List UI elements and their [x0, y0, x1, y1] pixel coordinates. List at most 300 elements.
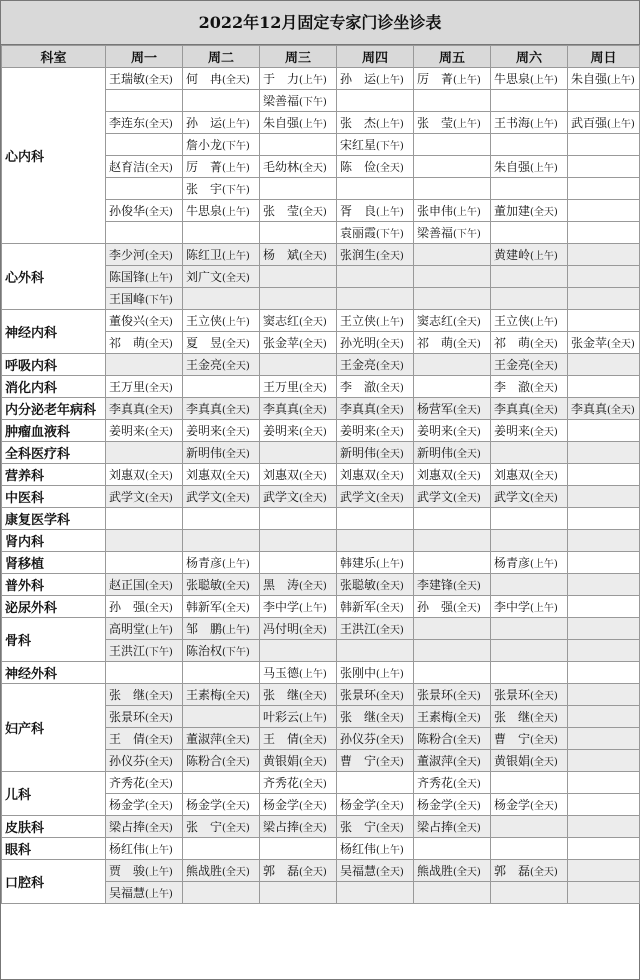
schedule-cell — [183, 552, 260, 574]
schedule-cell — [414, 464, 491, 486]
schedule-cell — [337, 640, 414, 662]
doctor-name: 窦志红 — [263, 314, 300, 328]
doctor-name: 孙俊华 — [109, 204, 146, 218]
schedule-cell — [414, 816, 491, 838]
doctor-name: 李真真 — [263, 402, 300, 416]
doctor-name: 杨营军 — [417, 402, 454, 416]
schedule-cell — [183, 398, 260, 420]
department-name: 心内科 — [2, 68, 106, 244]
doctor-name: 张聪敏 — [340, 578, 377, 592]
doctor-name: 王立侠 — [494, 314, 531, 328]
shift-label: (全天) — [530, 471, 558, 482]
department-name: 口腔科 — [2, 860, 106, 904]
department-name: 呼吸内科 — [2, 354, 106, 376]
shift-label: (全天) — [376, 603, 404, 614]
doctor-name: 黄银娟 — [263, 754, 300, 768]
schedule-cell — [260, 112, 337, 134]
schedule-cell — [260, 266, 337, 288]
doctor-name: 熊战胜 — [186, 864, 223, 878]
doctor-name: 孙 强 — [109, 600, 146, 614]
doctor-name: 王立侠 — [186, 314, 223, 328]
schedule-cell — [183, 178, 260, 200]
doctor-name: 韩新军 — [340, 600, 377, 614]
schedule-cell — [414, 310, 491, 332]
shift-text: 全天 — [456, 757, 477, 768]
schedule-cell — [491, 134, 568, 156]
shift-label: (全天) — [145, 823, 173, 834]
schedule-cell — [106, 68, 183, 90]
schedule-cell — [183, 442, 260, 464]
shift-label: (全天) — [222, 735, 250, 746]
schedule-cell — [491, 662, 568, 684]
schedule-cell — [260, 838, 337, 860]
shift-text: 全天 — [456, 317, 477, 328]
schedule-cell — [260, 222, 337, 244]
schedule-cell — [260, 288, 337, 310]
doctor-name: 朱自强 — [263, 116, 300, 130]
table-row — [2, 508, 640, 530]
schedule-cell — [414, 156, 491, 178]
shift-label: (全天) — [530, 757, 558, 768]
doctor-name: 袁丽霞 — [340, 226, 377, 240]
schedule-cell — [414, 266, 491, 288]
doctor-name: 陈粉合 — [417, 732, 454, 746]
shift-text: 全天 — [456, 713, 477, 724]
schedule-cell — [414, 112, 491, 134]
schedule-cell — [183, 794, 260, 816]
doctor-name: 王立侠 — [340, 314, 377, 328]
schedule-cell — [106, 156, 183, 178]
shift-label: (全天) — [376, 757, 404, 768]
shift-text: 全天 — [225, 273, 246, 284]
doctor-name: 刘惠双 — [340, 468, 377, 482]
schedule-cell — [337, 860, 414, 882]
shift-label: (上午) — [222, 625, 250, 636]
schedule-cell — [568, 618, 640, 640]
schedule-cell — [337, 574, 414, 596]
doctor-name: 王洪江 — [340, 622, 377, 636]
shift-text: 全天 — [148, 427, 169, 438]
shift-text: 全天 — [148, 713, 169, 724]
shift-text: 全天 — [302, 163, 323, 174]
shift-label: (全天) — [530, 207, 558, 218]
doctor-name: 张景环 — [109, 710, 146, 724]
schedule-cell — [414, 508, 491, 530]
doctor-name: 齐秀花 — [263, 776, 300, 790]
shift-text: 全天 — [225, 691, 246, 702]
shift-text: 全天 — [225, 603, 246, 614]
shift-text: 全天 — [148, 801, 169, 812]
schedule-cell — [568, 772, 640, 794]
schedule-cell — [414, 530, 491, 552]
schedule-cell — [260, 332, 337, 354]
shift-label: (全天) — [145, 163, 173, 174]
schedule-cell — [337, 310, 414, 332]
doctor-name: 黑 涛 — [263, 578, 300, 592]
shift-label: (全天) — [453, 779, 481, 790]
doctor-name: 刘惠双 — [417, 468, 454, 482]
schedule-cell — [183, 728, 260, 750]
schedule-cell — [106, 354, 183, 376]
schedule-cell — [337, 750, 414, 772]
doctor-name: 武学文 — [186, 490, 223, 504]
shift-text: 全天 — [379, 867, 400, 878]
doctor-name: 杨 斌 — [263, 248, 300, 262]
schedule-cell — [106, 420, 183, 442]
schedule-cell — [337, 618, 414, 640]
schedule-cell — [337, 662, 414, 684]
shift-text: 上午 — [302, 75, 323, 86]
department-name: 肿瘤血液科 — [2, 420, 106, 442]
shift-label: (下午) — [299, 97, 327, 108]
shift-text: 全天 — [456, 801, 477, 812]
shift-text: 全天 — [533, 383, 554, 394]
doctor-name: 武学文 — [263, 490, 300, 504]
shift-label: (上午) — [607, 75, 635, 86]
doctor-name: 李建锋 — [417, 578, 454, 592]
shift-label: (上午) — [376, 845, 404, 856]
shift-text: 全天 — [533, 427, 554, 438]
doctor-name: 李 澈 — [494, 380, 531, 394]
doctor-name: 孙光明 — [340, 336, 377, 350]
schedule-cell — [568, 794, 640, 816]
doctor-name: 牛思泉 — [186, 204, 223, 218]
doctor-name: 杨青彦 — [494, 556, 531, 570]
department-name: 肾移植 — [2, 552, 106, 574]
schedule-cell — [260, 750, 337, 772]
schedule-cell — [491, 244, 568, 266]
schedule-cell — [568, 860, 640, 882]
schedule-cell — [183, 354, 260, 376]
shift-label: (上午) — [530, 603, 558, 614]
schedule-cell — [260, 244, 337, 266]
shift-text: 全天 — [225, 471, 246, 482]
schedule-cell — [106, 530, 183, 552]
schedule-cell — [568, 662, 640, 684]
schedule-cell — [414, 486, 491, 508]
table-row — [2, 398, 640, 420]
schedule-cell — [337, 112, 414, 134]
shift-text: 全天 — [302, 383, 323, 394]
doctor-name: 梁善福 — [263, 94, 300, 108]
schedule-cell — [568, 266, 640, 288]
schedule-cell — [183, 288, 260, 310]
schedule-cell — [337, 684, 414, 706]
schedule-cell — [260, 486, 337, 508]
shift-text: 全天 — [225, 75, 246, 86]
doctor-name: 梁占捧 — [263, 820, 300, 834]
shift-label: (上午) — [145, 889, 173, 900]
doctor-name: 朱自强 — [571, 72, 608, 86]
shift-text: 全天 — [225, 823, 246, 834]
shift-label: (全天) — [376, 735, 404, 746]
doctor-name: 张 继 — [340, 710, 377, 724]
schedule-cell — [491, 728, 568, 750]
table-row — [2, 486, 640, 508]
shift-text: 全天 — [456, 471, 477, 482]
schedule-cell — [568, 288, 640, 310]
schedule-cell — [414, 244, 491, 266]
schedule-cell — [106, 596, 183, 618]
table-row — [2, 68, 640, 90]
shift-label: (全天) — [145, 317, 173, 328]
doctor-name: 武学文 — [109, 490, 146, 504]
shift-text: 下午 — [225, 185, 246, 196]
shift-text: 全天 — [225, 581, 246, 592]
shift-label: (上午) — [530, 317, 558, 328]
table-row — [2, 662, 640, 684]
schedule-cell — [106, 508, 183, 530]
schedule-cell — [337, 442, 414, 464]
shift-text: 上午 — [456, 207, 477, 218]
shift-text: 全天 — [148, 251, 169, 262]
schedule-cell — [337, 354, 414, 376]
schedule-cell — [491, 596, 568, 618]
doctor-name: 李少河 — [109, 248, 146, 262]
schedule-cell — [260, 574, 337, 596]
schedule-cell — [414, 596, 491, 618]
schedule-cell — [183, 244, 260, 266]
doctor-name: 姜明来 — [417, 424, 454, 438]
schedule-cell — [260, 728, 337, 750]
shift-text: 全天 — [379, 427, 400, 438]
shift-text: 上午 — [225, 625, 246, 636]
schedule-cell — [414, 134, 491, 156]
doctor-name: 李中学 — [263, 600, 300, 614]
doctor-name: 祁 萌 — [109, 336, 146, 350]
shift-text: 下午 — [379, 141, 400, 152]
table-row — [2, 442, 640, 464]
doctor-name: 张景环 — [340, 688, 377, 702]
doctor-name: 韩建乐 — [340, 556, 377, 570]
shift-label: (全天) — [145, 691, 173, 702]
table-row — [2, 376, 640, 398]
schedule-cell — [568, 574, 640, 596]
shift-label: (全天) — [376, 823, 404, 834]
schedule-cell — [568, 222, 640, 244]
schedule-cell — [491, 860, 568, 882]
schedule-cell — [568, 244, 640, 266]
department-name: 神经外科 — [2, 662, 106, 684]
doctor-name: 王 倩 — [263, 732, 300, 746]
schedule-cell — [183, 266, 260, 288]
table-row — [2, 816, 640, 838]
doctor-name: 王金亮 — [186, 358, 223, 372]
schedule-cell — [106, 310, 183, 332]
shift-label: (全天) — [376, 581, 404, 592]
schedule-cell — [260, 662, 337, 684]
shift-text: 上午 — [533, 603, 554, 614]
schedule-cell — [414, 178, 491, 200]
shift-text: 全天 — [379, 603, 400, 614]
schedule-cell — [106, 464, 183, 486]
shift-label: (全天) — [299, 493, 327, 504]
shift-label: (全天) — [145, 493, 173, 504]
department-name: 儿科 — [2, 772, 106, 816]
schedule-cell — [260, 442, 337, 464]
schedule-cell — [491, 684, 568, 706]
doctor-name: 梁善福 — [417, 226, 454, 240]
schedule-cell — [106, 574, 183, 596]
shift-text: 全天 — [379, 383, 400, 394]
doctor-name: 李中学 — [494, 600, 531, 614]
department-name: 营养科 — [2, 464, 106, 486]
department-name: 神经内科 — [2, 310, 106, 354]
shift-text: 上午 — [225, 251, 246, 262]
shift-label: (全天) — [453, 449, 481, 460]
shift-text: 全天 — [225, 405, 246, 416]
shift-text: 全天 — [379, 163, 400, 174]
doctor-name: 赵正国 — [109, 578, 146, 592]
shift-text: 全天 — [379, 405, 400, 416]
shift-text: 全天 — [456, 339, 477, 350]
shift-label: (全天) — [299, 801, 327, 812]
shift-text: 全天 — [302, 493, 323, 504]
shift-text: 全天 — [302, 427, 323, 438]
schedule-cell — [183, 90, 260, 112]
schedule-cell — [183, 596, 260, 618]
shift-text: 上午 — [302, 669, 323, 680]
schedule-cell — [106, 178, 183, 200]
shift-label: (全天) — [299, 383, 327, 394]
schedule-cell — [183, 882, 260, 904]
shift-text: 全天 — [379, 713, 400, 724]
schedule-cell — [414, 618, 491, 640]
schedule-cell — [491, 376, 568, 398]
shift-text: 全天 — [225, 757, 246, 768]
doctor-name: 李 澈 — [340, 380, 377, 394]
schedule-cell — [337, 288, 414, 310]
shift-text: 全天 — [148, 691, 169, 702]
shift-text: 全天 — [379, 471, 400, 482]
doctor-name: 齐秀花 — [109, 776, 146, 790]
shift-label: (全天) — [376, 713, 404, 724]
shift-label: (全天) — [222, 75, 250, 86]
doctor-name: 张申伟 — [417, 204, 454, 218]
doctor-name: 董淑萍 — [186, 732, 223, 746]
schedule-cell — [183, 662, 260, 684]
doctor-name: 武学文 — [340, 490, 377, 504]
doctor-name: 窦志红 — [417, 314, 454, 328]
shift-text: 上午 — [225, 163, 246, 174]
schedule-cell — [183, 486, 260, 508]
shift-text: 全天 — [302, 823, 323, 834]
schedule-cell — [337, 68, 414, 90]
shift-label: (全天) — [453, 405, 481, 416]
shift-label: (上午) — [145, 845, 173, 856]
doctor-name: 邹 鹏 — [186, 622, 223, 636]
table-row — [2, 530, 640, 552]
schedule-cell — [414, 574, 491, 596]
shift-label: (全天) — [145, 801, 173, 812]
shift-text: 上午 — [379, 845, 400, 856]
department-name: 眼科 — [2, 838, 106, 860]
doctor-name: 孙 强 — [417, 600, 454, 614]
schedule-cell — [183, 200, 260, 222]
schedule-cell — [260, 354, 337, 376]
doctor-name: 新明伟 — [340, 446, 377, 460]
shift-text: 上午 — [533, 75, 554, 86]
shift-label: (全天) — [453, 735, 481, 746]
shift-text: 全天 — [456, 779, 477, 790]
header-thu: 周四 — [337, 46, 414, 68]
shift-text: 全天 — [456, 603, 477, 614]
shift-label: (全天) — [145, 339, 173, 350]
department-name: 肾内科 — [2, 530, 106, 552]
doctor-name: 姜明来 — [263, 424, 300, 438]
doctor-name: 梁占捧 — [417, 820, 454, 834]
schedule-cell — [491, 266, 568, 288]
table-row — [2, 574, 640, 596]
schedule-cell — [568, 640, 640, 662]
shift-label: (上午) — [299, 75, 327, 86]
shift-text: 下午 — [225, 141, 246, 152]
shift-text: 全天 — [302, 625, 323, 636]
doctor-name: 陈治权 — [186, 644, 223, 658]
doctor-name: 杨金学 — [263, 798, 300, 812]
header-tue: 周二 — [183, 46, 260, 68]
schedule-cell — [337, 794, 414, 816]
shift-label: (全天) — [453, 339, 481, 350]
doctor-name: 韩新军 — [186, 600, 223, 614]
table-row — [2, 618, 640, 640]
shift-text: 全天 — [379, 493, 400, 504]
schedule-cell — [568, 156, 640, 178]
schedule-cell — [183, 508, 260, 530]
shift-label: (全天) — [145, 427, 173, 438]
shift-text: 全天 — [302, 779, 323, 790]
doctor-name: 张刚中 — [340, 666, 377, 680]
shift-label: (上午) — [530, 559, 558, 570]
shift-label: (全天) — [530, 405, 558, 416]
shift-text: 全天 — [148, 581, 169, 592]
schedule-cell — [260, 684, 337, 706]
schedule-cell — [183, 684, 260, 706]
shift-label: (下午) — [145, 647, 173, 658]
doctor-name: 孙 运 — [340, 72, 377, 86]
department-name: 全科医疗科 — [2, 442, 106, 464]
shift-label: (全天) — [222, 801, 250, 812]
shift-text: 全天 — [533, 691, 554, 702]
schedule-cell — [414, 794, 491, 816]
shift-text: 全天 — [148, 493, 169, 504]
shift-label: (全天) — [530, 801, 558, 812]
shift-text: 全天 — [148, 339, 169, 350]
shift-label: (全天) — [376, 339, 404, 350]
shift-label: (全天) — [607, 405, 635, 416]
schedule-cell — [183, 464, 260, 486]
doctor-name: 王国峰 — [109, 292, 146, 306]
shift-text: 全天 — [225, 427, 246, 438]
shift-label: (全天) — [145, 581, 173, 592]
doctor-name: 孙仪芬 — [109, 754, 146, 768]
shift-text: 全天 — [456, 691, 477, 702]
schedule-cell — [568, 464, 640, 486]
department-name: 妇产科 — [2, 684, 106, 772]
shift-label: (全天) — [299, 427, 327, 438]
schedule-cell — [414, 706, 491, 728]
doctor-name: 赵育洁 — [109, 160, 146, 174]
schedule-cell — [414, 68, 491, 90]
doctor-name: 牛思泉 — [494, 72, 531, 86]
doctor-name: 何 冉 — [186, 72, 223, 86]
schedule-cell — [183, 618, 260, 640]
schedule-cell — [260, 178, 337, 200]
schedule-cell — [568, 882, 640, 904]
doctor-name: 王金亮 — [340, 358, 377, 372]
schedule-cell — [260, 882, 337, 904]
header-fri: 周五 — [414, 46, 491, 68]
